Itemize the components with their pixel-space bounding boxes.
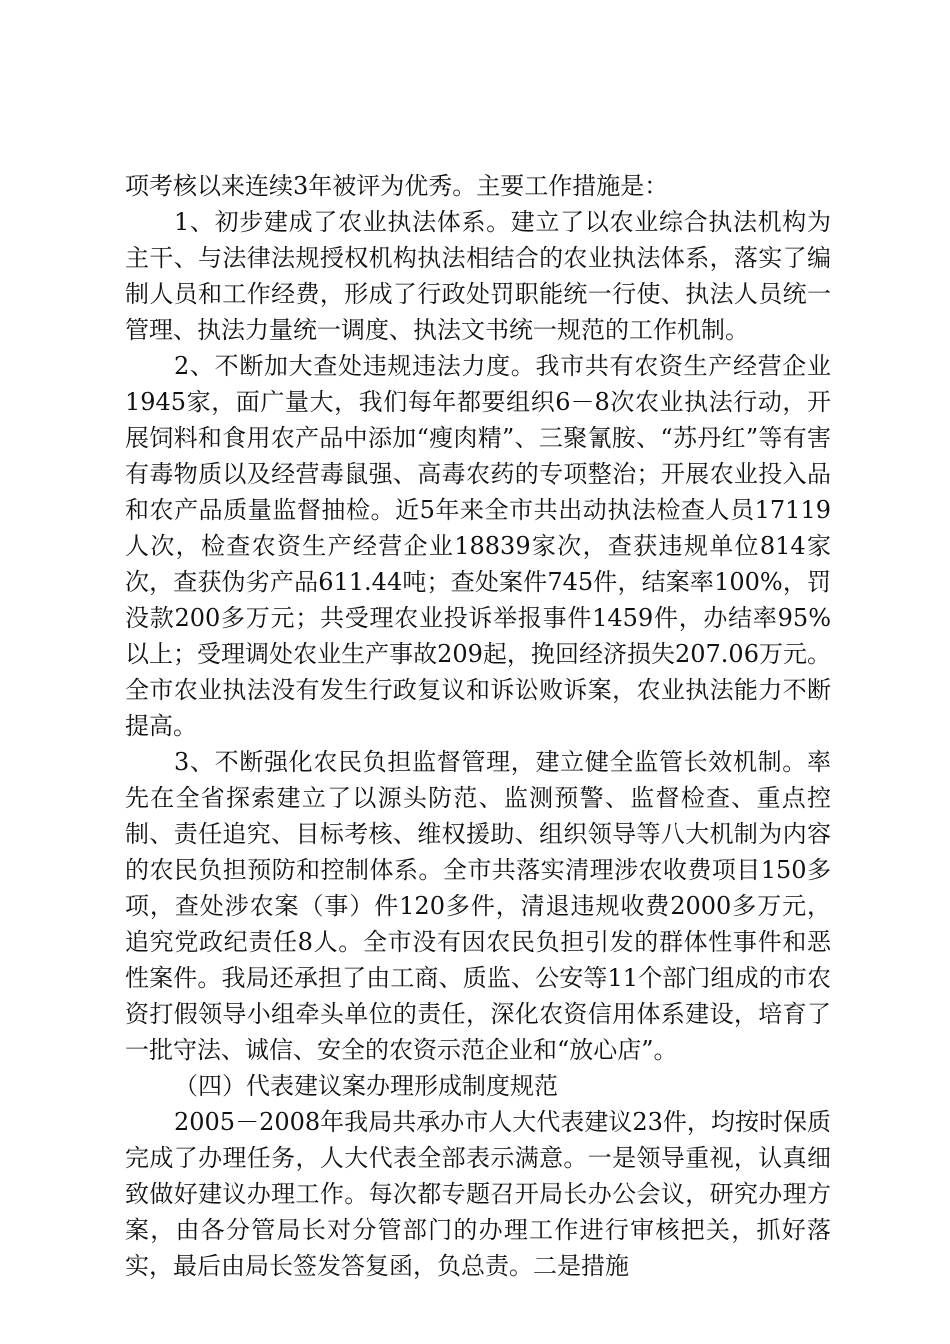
paragraph-intro: 项考核以来连续3年被评为优秀。主要工作措施是： bbox=[125, 172, 669, 200]
section-heading: （四）代表建议案办理形成制度规范 bbox=[174, 1072, 558, 1100]
paragraph-farmer-burden: 3、不断强化农民负担监督管理，建立健全监管长效机制。率先在全省探索建立了以源头防范、监测预警、监督检查、重点控制、责任追究、目标考核、维权援助、组织领导等八大机制为内容的农民负担预防和控制体系。全市共落实清理涉农收费项目150多项，查处涉农案（事）件120多件，清退违规收费2000多万元，追究党政纪责任8人。全市没有因农民负担引发的群体性事件和恶性案件。我局还承担了由工商、质监、公安等11个部门组成的市农资打假领导小组牵头单位的责任，深化农资信用体系建设，培育了一批守法、诚信、安全的农资示范企业和“放心店”。 bbox=[125, 748, 831, 1064]
paragraph-enforcement-system: 1、初步建成了农业执法体系。建立了以农业综合执法机构为主干、与法律法规授权机构执法相结合的农业执法体系，落实了编制人员和工作经费，形成了行政处罚职能统一行使、执法人员统一管理、执法力量统一调度、执法文书统一规范的工作机制。 bbox=[125, 208, 831, 344]
paragraph-proposals: 2005－2008年我局共承办市人大代表建议23件，均按时保质完成了办理任务，人大代表全部表示满意。一是领导重视，认真细致做好建议办理工作。每次都专题召开局长办公会议，研究办理方案，由各分管局长对分管部门的办理工作进行审核把关，抓好落实，最后由局长签发答复函，负总责。二是措施 bbox=[125, 1108, 831, 1280]
paragraph-violation-crackdown: 2、不断加大查处违规违法力度。我市共有农资生产经营企业1945家，面广量大，我们每年都要组织6－8次农业执法行动，开展饲料和食用农产品中添加“瘦肉精”、三聚氰胺、“苏丹红”等有害有毒物质以及经营毒鼠强、高毒农药的专项整治；开展农业投入品和农产品质量监督抽检。近5年来全市共出动执法检查人员17119人次，检查农资生产经营企业18839家次，查获违规单位814家次，查获伪劣产品611.44吨；查处案件745件，结案率100%，罚没款200多万元；共受理农业投诉举报事件1459件，办结率95%以上；受理调处农业生产事故209起，挽回经济损失207.06万元。全市农业执法没有发生行政复议和诉讼败诉案，农业执法能力不断提高。 bbox=[125, 352, 831, 740]
document-body bbox=[125, 168, 831, 1284]
